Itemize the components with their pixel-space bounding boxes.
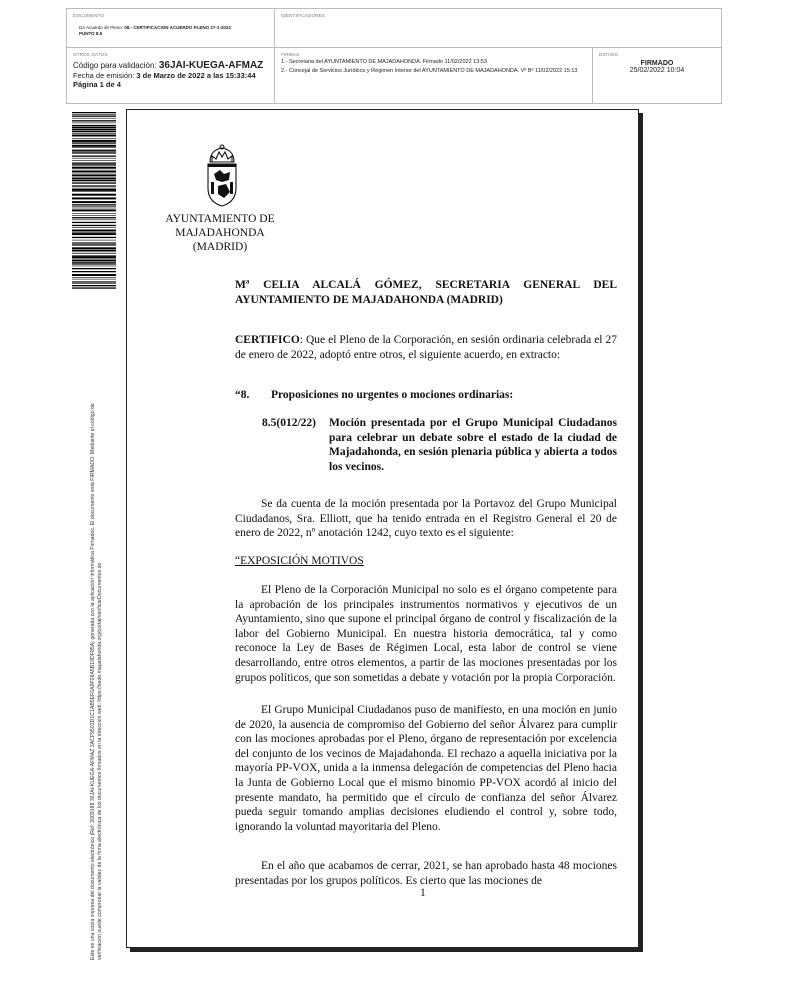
barcode-bar [72,180,116,181]
barcode-bar [72,123,116,124]
barcode-bar [72,244,116,245]
paragraph-4: En el año que acabamos de cerrar, 2021, se han aprobado hasta 48 mociones presentadas por los grupos políticos. Es cierto que las mociones de [235,860,617,887]
barcode-bar [72,206,116,207]
estado-cell [593,47,721,103]
barcode-bar [72,208,116,209]
barcode-bar [72,242,116,243]
barcode-bar [72,114,116,115]
barcode-bar [72,129,116,131]
barcode-bar [72,201,116,203]
firmas-label: FIRMAS [281,52,300,57]
ayuntamiento-name [150,212,290,254]
barcode-bar [72,243,116,244]
mocion-title: Moción presentada por el Grupo Municipal Ciudadanos para celebrar un debate sobre el estado de la ciudad de Majadahonda, en sesión plenaria pública y abierta a todos los vecinos. [329,417,617,473]
verification-side-text-line-2: verificación puede comprobar la validez de la firma electrónica de los documentos firmados en la dirección web: https://sede.majadahonda.org/portal/verificarDocumentos.do [96,562,103,960]
barcode-bar [72,138,116,139]
document-metadata-header [66,8,722,104]
barcode-bar [72,253,116,254]
barcode-bar [72,163,116,164]
barcode-bar [72,191,116,192]
barcode-bar [72,213,116,214]
emission-date-line: Fecha de emisión: 3 de Marzo de 2022 a las 15:33:44 [73,71,256,80]
documento-name: DA Acuerdo de Pleno: 08.- CERTIFICACION ACUERDO PLENO 27-1-2022 PUNTO 8.5 [79,25,231,36]
barcode-bar [72,220,116,221]
barcode-bar [72,178,116,180]
ayuntamiento-line-3: (MADRID) [192,241,248,253]
barcode-bar [72,227,116,228]
barcode-bar [72,133,116,134]
barcode-bar [72,281,116,282]
barcode-bar [72,170,116,171]
barcode-bar [72,185,116,186]
barcode-bar [72,285,116,286]
documento-cell [67,9,275,47]
barcode-bar [72,171,116,172]
barcode-bar [72,182,116,183]
coat-of-arms-icon [204,142,240,210]
barcode-bar [72,150,116,151]
barcode-bar [72,147,116,148]
barcode-bar [72,164,116,165]
page-indicator: Página 1 de 4 [73,80,121,89]
ayuntamiento-line-1: AYUNTAMIENTO DE [165,213,275,225]
firma-2: 2.- Concejal de Servicios Jurídicos y Régimen Interior del AYUNTAMIENTO DE MAJADAHONDA. Vº Bº 11/02/2022 15:13 [281,68,578,74]
barcode-bar [72,279,116,280]
barcode-bar [72,259,116,260]
barcode-bar [72,131,116,132]
barcode-bar [72,282,116,283]
exposicion-heading: “EXPOSICIÓN MOTIVOS [235,555,364,567]
barcode-bar [72,232,116,233]
barcode-bar [72,274,116,276]
barcode-bar [72,153,116,154]
barcode-bar [72,225,116,226]
barcode-bar [72,260,116,261]
barcode-bar [72,173,116,174]
barcode-bar [72,222,116,223]
firmas-cell [275,47,593,103]
otros-datos-cell [67,47,275,103]
barcode-bar [72,140,116,142]
ayuntamiento-line-2: MAJADAHONDA [175,227,265,239]
barcode-bar [72,271,116,272]
barcode-bar [72,142,116,143]
barcode-bar [72,145,116,147]
barcode-bar [72,127,116,128]
documento-label: DOCUMENTO [73,13,105,18]
barcode-bar [72,262,116,263]
estado-label: ESTADO [599,52,619,57]
mocion-number: 8.5(012/22) [262,417,316,429]
otros-datos-label: OTROS DATOS [73,52,108,57]
barcode-bar [72,125,116,126]
mocion-heading [262,416,617,474]
barcode-bar [72,240,116,241]
section-8-heading: “8. Proposiciones no urgentes o mociones ordinarias: [235,389,514,401]
validation-code-line: Código para validación: 36JAI-KUEGA-AFMAZ [73,60,264,71]
identificadores-label: IDENTIFICADORES [281,13,326,18]
page-number: 1 [420,887,426,899]
barcode-bar [72,215,116,216]
barcode-bar [72,277,116,278]
estado-date: 25/02/2022 10:04 [629,67,685,74]
barcode-bar [72,120,116,121]
barcode-bar [72,230,116,232]
firma-1: 1.- Secretaria del AYUNTAMIENTO DE MAJADAHONDA. Firmado 11/02/2022 13:53 [281,59,487,65]
barcode-bar [72,263,116,264]
barcode-bar [72,194,116,196]
barcode-bar [72,287,116,288]
barcode-bar [72,209,116,211]
barcode-bar [72,250,116,251]
certificate-title: Mª CELIA ALCALÁ GÓMEZ, SECRETARIA GENERAL DEL AYUNTAMIENTO DE MAJADAHONDA (MADRID) [235,279,617,306]
paragraph-intro: Se da cuenta de la moción presentada por la Portavoz del Grupo Municipal Ciudadanos, Sra. Elliott, que ha tenido entrada en el Registro General el 20 de enero de 2022, nº anotación 1242, cuyo texto es el siguiente: [235,498,617,540]
barcode-bar [72,174,116,176]
barcode-bar [72,217,116,218]
barcode-bar [72,116,116,117]
identificadores-cell [275,9,721,47]
barcode-bar [72,204,116,205]
barcode-bar [72,233,116,235]
barcode-bar [72,158,116,159]
barcode-bar [72,283,116,284]
barcode-bar [72,189,116,191]
barcode-bar [72,247,116,249]
barcode-bar [72,256,116,258]
barcode-bar [72,135,116,137]
estado-value: FIRMADO [640,60,674,67]
barcode-bar [72,255,116,256]
barcode-bar [72,237,116,238]
barcode-bar [72,118,116,119]
barcode-bar [72,167,116,169]
barcode-bar [72,151,116,152]
barcode-bar [72,112,116,113]
verification-side-text-line-1: Este es una copia impresa del documento electrónico (Ref: 2009188 36JAI-KUEGA-AFMAZ 3ACF9502D1C1AB5EF0A9F06A5B19DF85A) generada con la aplicación informática Firmadoc. El documento está FIRMADO. Mediante el código de [90,403,96,960]
barcode-image [72,112,116,290]
verification-side-text [90,300,103,960]
validation-code: 36JAI-KUEGA-AFMAZ [158,60,264,71]
certifico-paragraph: CERTIFICO: Que el Pleno de la Corporación, en sesión ordinaria celebrada el 27 de enero de 2022, adoptó entre otros, el siguiente acuerdo, en extracto: [235,334,617,361]
paragraph-2: El Pleno de la Corporación Municipal no solo es el órgano competente para la aprobación de los principales instrumentos normativos y ejecutivos de un Ayuntamiento, sino que supone el principal órgano de control y fiscalización de la labor del Gobierno Municipal. En nuestra historia democrática, tal y como reconoce la Ley de Bases de Régimen Local, esta labor de control se viene desarrollando, entre otros elementos, a partir de las mociones presentadas por los grupos políticos, que son sometidas a debate y votación por la propia Corporación. [235,584,617,684]
barcode-bar [72,252,116,253]
barcode-bar [72,188,116,189]
barcode-bar [72,266,116,267]
barcode-bar [72,197,116,199]
barcode-bar [72,156,116,157]
barcode-bar [72,160,116,161]
barcode-bar [72,268,116,269]
paragraph-3: El Grupo Municipal Ciudadanos puso de manifiesto, en una moción en junio de 2020, la ausencia de compromiso del Gobierno del señor Álvarez para cumplir con las mociones aprobadas por el Pleno, órgano de representación por excelencia del conjunto de los vecinos de Majadahonda. El rechazo a aquella iniciativa por la mayoría PP-VOX, unida a la inmensa delegación de competencias del Pleno hacia la Junta de Gobierno Local que el mismo binomio PP-VOX acordó al inicio del presente mandato, ha permitido que el círculo de confianza del señor Álvarez pueda seguir tomando amplias decisiones eludiendo el control y, sobre todo, ignorando la voluntad mayoritaria del Pleno. [235,704,617,833]
